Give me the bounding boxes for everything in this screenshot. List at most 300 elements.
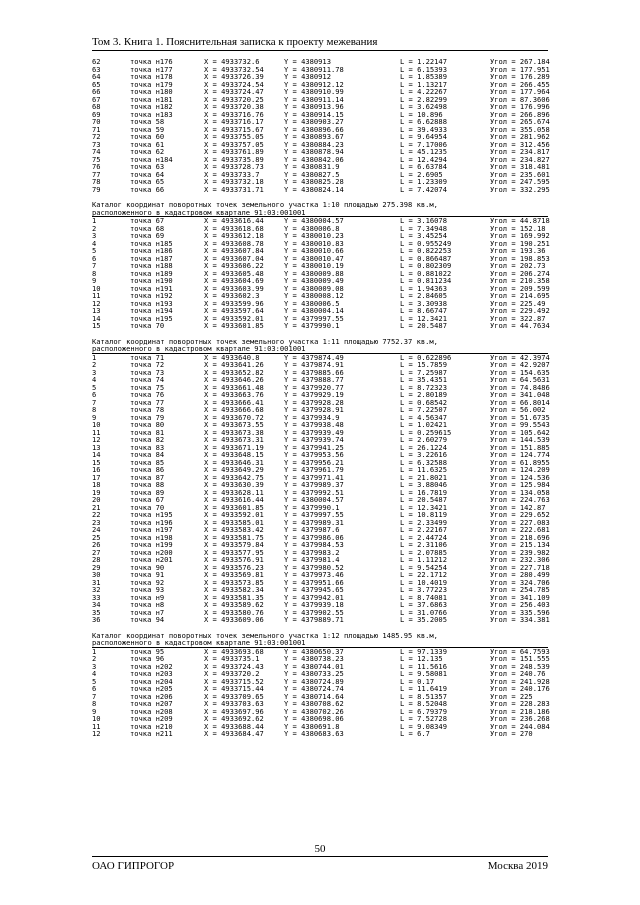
y-coordinate: Y = 4380010.19: [284, 261, 344, 270]
point-index: 17: [92, 472, 101, 482]
point-index: 12: [92, 298, 101, 308]
bearing-angle: Угол = 214.695: [490, 291, 550, 300]
segment-length: L = 3.30938: [400, 298, 447, 308]
segment-length: L = 7.25987: [400, 367, 447, 377]
point-index: 73: [92, 139, 101, 149]
section-title-line: расположенного в кадастровом квартале 91:03:001001: [92, 207, 306, 217]
bearing-angle: Угол = 334.381: [490, 615, 550, 624]
y-coordinate: Y = 4379956.21: [284, 457, 344, 467]
bearing-angle: Угол = 87.3606: [490, 94, 550, 104]
x-coordinate: X = 4933757.05: [204, 139, 264, 149]
section-title-line: расположенного в кадастровом квартале 91:03:001001: [92, 638, 306, 647]
bearing-angle: Угол = 144.539: [490, 435, 550, 444]
point-name: точка 71: [130, 352, 165, 362]
y-coordinate: Y = 4380008.12: [284, 291, 344, 300]
point-name: точка н9: [130, 592, 165, 602]
segment-length: L = 12.135: [400, 654, 443, 663]
point-name: точка 62: [130, 147, 165, 156]
section-title-line: Каталог координат поворотных точек земельного участка 1:10 площадью 275.398 кв.м,: [92, 200, 438, 209]
bearing-angle: Угол = 324.706: [490, 577, 550, 587]
y-coordinate: Y = 4379874.49: [284, 352, 344, 362]
point-index: 31: [92, 577, 101, 587]
point-index: 69: [92, 109, 101, 119]
point-index: 11: [92, 721, 101, 731]
point-name: точка н192: [130, 291, 173, 300]
y-coordinate: Y = 4380702.26: [284, 706, 344, 716]
y-coordinate: Y = 4380009.49: [284, 276, 344, 285]
y-coordinate: Y = 4380010.47: [284, 253, 344, 263]
point-index: 8: [92, 268, 97, 278]
bearing-angle: Угол = 341.048: [490, 390, 550, 399]
x-coordinate: X = 4933726.39: [204, 72, 264, 81]
x-coordinate: X = 4933666.68: [204, 405, 264, 414]
point-index: 24: [92, 525, 101, 534]
bearing-angle: Угол = 244.084: [490, 721, 550, 731]
table-row: [92, 616, 548, 624]
x-coordinate: X = 4933642.75: [204, 472, 264, 482]
y-coordinate: Y = 4380914.15: [284, 109, 344, 119]
point-index: 28: [92, 555, 101, 564]
point-name: точка н200: [130, 547, 173, 557]
bearing-angle: Угол = 202.73: [490, 261, 546, 270]
x-coordinate: X = 4933715.44: [204, 684, 264, 693]
bearing-angle: Угол = 124.209: [490, 465, 550, 474]
point-index: 4: [92, 238, 97, 248]
point-name: точка н211: [130, 729, 173, 738]
point-name: точка 74: [130, 375, 165, 384]
segment-length: L = 6.63784: [400, 162, 447, 171]
segment-length: L = 37.6863: [400, 600, 447, 609]
point-name: точка 70: [130, 321, 165, 330]
bearing-angle: Угол = 125.984: [490, 480, 550, 489]
segment-length: L = 7.22507: [400, 405, 447, 414]
segment-length: L = 2.33499: [400, 517, 447, 527]
segment-length: L = 10.8119: [400, 510, 447, 519]
y-coordinate: Y = 4380878.94: [284, 147, 344, 156]
y-coordinate: Y = 4379928.28: [284, 397, 344, 407]
point-name: точка н189: [130, 268, 173, 278]
section-title-line: Каталог координат поворотных точек земельного участка 1:12 площадью 1485.95 кв.м,: [92, 630, 438, 640]
bearing-angle: Угол = 209.599: [490, 283, 550, 293]
point-index: 11: [92, 427, 101, 437]
point-index: 1: [92, 216, 97, 225]
point-name: точка н193: [130, 298, 173, 308]
segment-length: L = 31.0766: [400, 607, 447, 617]
segment-length: L = 1.23309: [400, 177, 447, 186]
y-coordinate: Y = 4380724.74: [284, 684, 344, 693]
y-coordinate: Y = 4380912: [284, 72, 331, 81]
bearing-angle: Угол = 247.595: [490, 177, 550, 186]
point-index: 7: [92, 691, 97, 701]
point-index: 3: [92, 661, 97, 671]
x-coordinate: X = 4933724.54: [204, 79, 264, 89]
point-name: точка н183: [130, 109, 173, 119]
point-index: 16: [92, 465, 101, 474]
segment-length: L = 3.77223: [400, 585, 447, 594]
point-index: 12: [92, 435, 101, 444]
point-index: 9: [92, 412, 97, 422]
point-name: точка н187: [130, 253, 173, 263]
y-coordinate: Y = 4380913.96: [284, 102, 344, 111]
segment-length: L = 11.6325: [400, 465, 447, 474]
point-index: 25: [92, 532, 101, 542]
y-coordinate: Y = 4380912.12: [284, 79, 344, 89]
bearing-angle: Угол = 228.283: [490, 699, 550, 708]
x-coordinate: X = 4933640.8: [204, 352, 260, 362]
segment-length: L = 12.3421: [400, 502, 447, 512]
x-coordinate: X = 4933720.38: [204, 102, 264, 111]
point-name: точка 67: [130, 495, 165, 504]
bearing-angle: Угол = 64.7593: [490, 646, 550, 656]
y-coordinate: Y = 4380004.14: [284, 306, 344, 315]
y-coordinate: Y = 4379997.55: [284, 510, 344, 519]
x-coordinate: X = 4933585.01: [204, 517, 264, 527]
bearing-angle: Угол = 280.499: [490, 570, 550, 579]
coordinate-catalog: [92, 58, 548, 738]
y-coordinate: Y = 4379986.06: [284, 532, 344, 542]
point-index: 19: [92, 487, 101, 497]
y-coordinate: Y = 4380733.25: [284, 669, 344, 678]
bearing-angle: Угол = 176.289: [490, 72, 550, 81]
point-index: 30: [92, 570, 101, 579]
point-name: точка н196: [130, 517, 173, 527]
y-coordinate: Y = 4380896.66: [284, 124, 344, 134]
y-coordinate: Y = 4380010.66: [284, 246, 344, 255]
point-index: 1: [92, 646, 97, 656]
point-index: 66: [92, 87, 101, 96]
y-coordinate: Y = 4379945.65: [284, 585, 344, 594]
point-index: 2: [92, 654, 97, 663]
point-index: 9: [92, 276, 97, 285]
segment-length: L = 97.1339: [400, 646, 447, 656]
x-coordinate: X = 4933577.95: [204, 547, 264, 557]
segment-length: L = 3.62498: [400, 102, 447, 111]
point-name: точка н195: [130, 510, 173, 519]
bearing-angle: Угол = 218.696: [490, 532, 550, 542]
bearing-angle: Угол = 281.962: [490, 132, 550, 141]
segment-length: L = 21.8021: [400, 472, 447, 482]
segment-length: L = 11.5616: [400, 661, 447, 671]
y-coordinate: Y = 4379939.49: [284, 427, 344, 437]
x-coordinate: X = 4933576.23: [204, 562, 264, 572]
x-coordinate: X = 4933592.01: [204, 313, 264, 323]
point-name: точка н188: [130, 261, 173, 270]
x-coordinate: X = 4933733.7: [204, 169, 260, 179]
segment-length: L = 6.62888: [400, 117, 447, 126]
bearing-angle: Угол = 210.358: [490, 276, 550, 285]
segment-length: L = 35.4351: [400, 375, 447, 384]
bearing-angle: Угол = 312.456: [490, 139, 550, 149]
segment-length: L = 12.4294: [400, 154, 447, 164]
point-index: 78: [92, 177, 101, 186]
bearing-angle: Угол = 151.555: [490, 654, 550, 663]
x-coordinate: X = 4933709.65: [204, 691, 264, 701]
x-coordinate: X = 4933608.78: [204, 238, 264, 248]
segment-length: L = 8.72323: [400, 382, 447, 392]
bearing-angle: Угол = 254.785: [490, 585, 550, 594]
point-index: 14: [92, 450, 101, 459]
catalog-section: [92, 58, 548, 193]
x-coordinate: X = 4933688.44: [204, 721, 264, 731]
point-index: 9: [92, 706, 97, 716]
segment-length: L = 2.07885: [400, 547, 447, 557]
page-header-title: Том 3. Книга 1. Пояснительная записка к проекту межевания: [92, 36, 378, 48]
y-coordinate: Y = 4379971.41: [284, 472, 344, 482]
x-coordinate: X = 4933735.89: [204, 154, 264, 164]
point-index: 77: [92, 169, 101, 179]
y-coordinate: Y = 4379990.1: [284, 502, 340, 512]
segment-length: L = 0.259615: [400, 427, 452, 437]
y-coordinate: Y = 4379942.01: [284, 592, 344, 602]
point-name: точка 82: [130, 435, 165, 444]
bearing-angle: Угол = 229.652: [490, 510, 550, 519]
point-name: точка н195: [130, 313, 173, 323]
x-coordinate: X = 4933732.6: [204, 57, 260, 66]
segment-length: L = 1.22147: [400, 57, 447, 66]
bearing-angle: Угол = 218.186: [490, 706, 550, 716]
bearing-angle: Угол = 198.853: [490, 253, 550, 263]
point-name: точка н7: [130, 607, 165, 617]
point-index: 36: [92, 615, 101, 624]
y-coordinate: Y = 4380738.23: [284, 654, 344, 663]
y-coordinate: Y = 4379939.18: [284, 600, 344, 609]
y-coordinate: Y = 4380911.78: [284, 64, 344, 74]
footer-city-year: Москва 2019: [487, 860, 548, 872]
point-index: 8: [92, 699, 97, 708]
segment-length: L = 4.56347: [400, 412, 447, 422]
x-coordinate: X = 4933589.62: [204, 600, 264, 609]
point-index: 74: [92, 147, 101, 156]
bearing-angle: Угол = 74.8486: [490, 382, 550, 392]
y-coordinate: Y = 4379951.66: [284, 577, 344, 587]
x-coordinate: X = 4933607.04: [204, 253, 264, 263]
x-coordinate: X = 4933646.26: [204, 375, 264, 384]
y-coordinate: Y = 4380911.14: [284, 94, 344, 104]
x-coordinate: X = 4933735.1: [204, 654, 260, 663]
point-name: точка 85: [130, 457, 165, 467]
segment-length: L = 0.811234: [400, 276, 452, 285]
point-name: точка 77: [130, 397, 165, 407]
segment-length: L = 9.58081: [400, 669, 447, 678]
point-name: точка 95: [130, 646, 165, 656]
bearing-angle: Угол = 266.455: [490, 79, 550, 89]
point-name: точка н184: [130, 154, 173, 164]
x-coordinate: X = 4933673.31: [204, 435, 264, 444]
bearing-angle: Угол = 42.3974: [490, 352, 550, 362]
bearing-angle: Угол = 61.8955: [490, 457, 550, 467]
point-index: 10: [92, 283, 101, 293]
point-name: точка н190: [130, 276, 173, 285]
catalog-section: [92, 624, 548, 738]
point-index: 3: [92, 367, 97, 377]
segment-length: L = 0.822253: [400, 246, 452, 255]
segment-length: L = 10.4019: [400, 577, 447, 587]
page-number: 50: [314, 843, 326, 855]
point-name: точка 63: [130, 162, 165, 171]
segment-length: L = 8.66747: [400, 306, 447, 315]
point-index: 1: [92, 352, 97, 362]
y-coordinate: Y = 4379928.91: [284, 405, 344, 414]
y-coordinate: Y = 4380650.37: [284, 646, 344, 656]
y-coordinate: Y = 4379953.56: [284, 450, 344, 459]
y-coordinate: Y = 4380714.64: [284, 691, 344, 701]
point-name: точка н178: [130, 72, 173, 81]
bearing-angle: Угол = 51.6735: [490, 412, 550, 422]
point-index: 2: [92, 360, 97, 369]
segment-length: L = 3.45254: [400, 231, 447, 240]
bearing-angle: Угол = 240.176: [490, 684, 550, 693]
point-name: точка н209: [130, 714, 173, 723]
point-name: точка н199: [130, 540, 173, 549]
point-name: точка 64: [130, 169, 165, 179]
y-coordinate: Y = 4380006.5: [284, 298, 340, 308]
point-name: точка 58: [130, 117, 165, 126]
point-name: точка 65: [130, 177, 165, 186]
bearing-angle: Угол = 270: [490, 729, 533, 738]
x-coordinate: X = 4933612.18: [204, 231, 264, 240]
bearing-angle: Угол = 267.184: [490, 57, 550, 66]
point-name: точка н8: [130, 600, 165, 609]
bearing-angle: Угол = 256.403: [490, 600, 550, 609]
point-index: 8: [92, 405, 97, 414]
bearing-angle: Угол = 318.481: [490, 162, 550, 171]
point-name: точка 88: [130, 480, 165, 489]
bearing-angle: Угол = 124.774: [490, 450, 550, 459]
segment-length: L = 11.6419: [400, 684, 447, 693]
segment-length: L = 2.80189: [400, 390, 447, 399]
y-coordinate: Y = 4380004.57: [284, 216, 344, 225]
point-index: 71: [92, 124, 101, 134]
point-index: 6: [92, 684, 97, 693]
point-index: 72: [92, 132, 101, 141]
point-index: 7: [92, 397, 97, 407]
section-title-line: расположенного в кадастровом квартале 91:03:001001: [92, 344, 306, 353]
segment-length: L = 1.85389: [400, 72, 447, 81]
segment-length: L = 1.13217: [400, 79, 447, 89]
segment-length: L = 3.88046: [400, 480, 447, 489]
y-coordinate: Y = 4380893.67: [284, 132, 344, 141]
x-coordinate: X = 4933697.96: [204, 706, 264, 716]
x-coordinate: X = 4933684.47: [204, 729, 264, 738]
point-index: 62: [92, 57, 101, 66]
y-coordinate: Y = 4380708.62: [284, 699, 344, 708]
segment-length: L = 7.17006: [400, 139, 447, 149]
segment-length: L = 9.08349: [400, 721, 447, 731]
x-coordinate: X = 4933580.76: [204, 607, 264, 617]
segment-length: L = 1.11212: [400, 555, 447, 564]
bearing-angle: Угол = 134.058: [490, 487, 550, 497]
y-coordinate: Y = 4379885.66: [284, 367, 344, 377]
footer-rule: [92, 856, 548, 857]
x-coordinate: X = 4933661.48: [204, 382, 264, 392]
footer-organization: ОАО ГИПРОГОР: [92, 860, 175, 872]
bearing-angle: Угол = 227.718: [490, 562, 550, 572]
x-coordinate: X = 4933576.91: [204, 555, 264, 564]
point-name: точка 89: [130, 487, 165, 497]
bearing-angle: Угол = 235.601: [490, 169, 550, 179]
segment-length: L = 6.15393: [400, 64, 447, 74]
x-coordinate: X = 4933607.84: [204, 246, 264, 255]
bearing-angle: Угол = 227.083: [490, 517, 550, 527]
point-name: точка 93: [130, 585, 165, 594]
y-coordinate: Y = 4380010.83: [284, 238, 344, 248]
point-index: 12: [92, 729, 101, 738]
y-coordinate: Y = 4380831.9: [284, 162, 340, 171]
y-coordinate: Y = 4379874.91: [284, 360, 344, 369]
x-coordinate: X = 4933573.85: [204, 577, 264, 587]
point-name: точка 91: [130, 570, 165, 579]
table-row: [92, 186, 548, 194]
y-coordinate: Y = 4380744.01: [284, 661, 344, 671]
x-coordinate: X = 4933616.44: [204, 495, 264, 504]
point-name: точка 79: [130, 412, 165, 422]
point-name: точка 96: [130, 654, 165, 663]
x-coordinate: X = 4933673.38: [204, 427, 264, 437]
segment-length: L = 3.16078: [400, 216, 447, 225]
y-coordinate: Y = 4379984.53: [284, 540, 344, 549]
point-name: точка н197: [130, 525, 173, 534]
y-coordinate: Y = 4380827.5: [284, 169, 340, 179]
bearing-angle: Угол = 236.268: [490, 714, 550, 723]
point-index: 35: [92, 607, 101, 617]
y-coordinate: Y = 4380824.14: [284, 184, 344, 194]
segment-length: L = 2.44724: [400, 532, 447, 542]
point-index: 32: [92, 585, 101, 594]
point-index: 15: [92, 457, 101, 467]
x-coordinate: X = 4933601.85: [204, 321, 264, 330]
segment-length: L = 6.32588: [400, 457, 447, 467]
x-coordinate: X = 4933663.76: [204, 390, 264, 399]
point-index: 76: [92, 162, 101, 171]
point-index: 29: [92, 562, 101, 572]
segment-length: L = 8.51357: [400, 691, 447, 701]
segment-length: L = 7.52728: [400, 714, 447, 723]
point-name: точка 81: [130, 427, 165, 437]
bearing-angle: Угол = 225: [490, 691, 533, 701]
bearing-angle: Угол = 225.49: [490, 298, 546, 308]
point-name: точка н186: [130, 246, 173, 255]
segment-length: L = 45.1235: [400, 147, 447, 156]
point-index: 13: [92, 306, 101, 315]
x-coordinate: X = 4933666.41: [204, 397, 264, 407]
y-coordinate: Y = 4379997.55: [284, 313, 344, 323]
point-name: точка н181: [130, 94, 173, 104]
y-coordinate: Y = 4380006.8: [284, 223, 340, 233]
segment-length: L = 26.1224: [400, 442, 447, 452]
point-name: точка н176: [130, 57, 173, 66]
y-coordinate: Y = 4379902.55: [284, 607, 344, 617]
y-coordinate: Y = 4379990.1: [284, 321, 340, 330]
bearing-angle: Угол = 224.763: [490, 495, 550, 504]
x-coordinate: X = 4933582.34: [204, 585, 264, 594]
x-coordinate: X = 4933618.68: [204, 223, 264, 233]
y-coordinate: Y = 4379929.19: [284, 390, 344, 399]
point-name: точка 70: [130, 502, 165, 512]
y-coordinate: Y = 4380913: [284, 57, 331, 66]
point-name: точка 72: [130, 360, 165, 369]
bearing-angle: Угол = 229.492: [490, 306, 550, 315]
x-coordinate: X = 4933648.15: [204, 450, 264, 459]
y-coordinate: Y = 4379939.74: [284, 435, 344, 444]
point-name: точка 68: [130, 223, 165, 233]
bearing-angle: Угол = 151.885: [490, 442, 550, 452]
x-coordinate: X = 4933616.44: [204, 216, 264, 225]
bearing-angle: Угол = 248.539: [490, 661, 550, 671]
bearing-angle: Угол = 169.992: [490, 231, 550, 240]
bearing-angle: Угол = 56.002: [490, 405, 546, 414]
segment-length: L = 2.31106: [400, 540, 447, 549]
x-coordinate: X = 4933715.52: [204, 676, 264, 686]
